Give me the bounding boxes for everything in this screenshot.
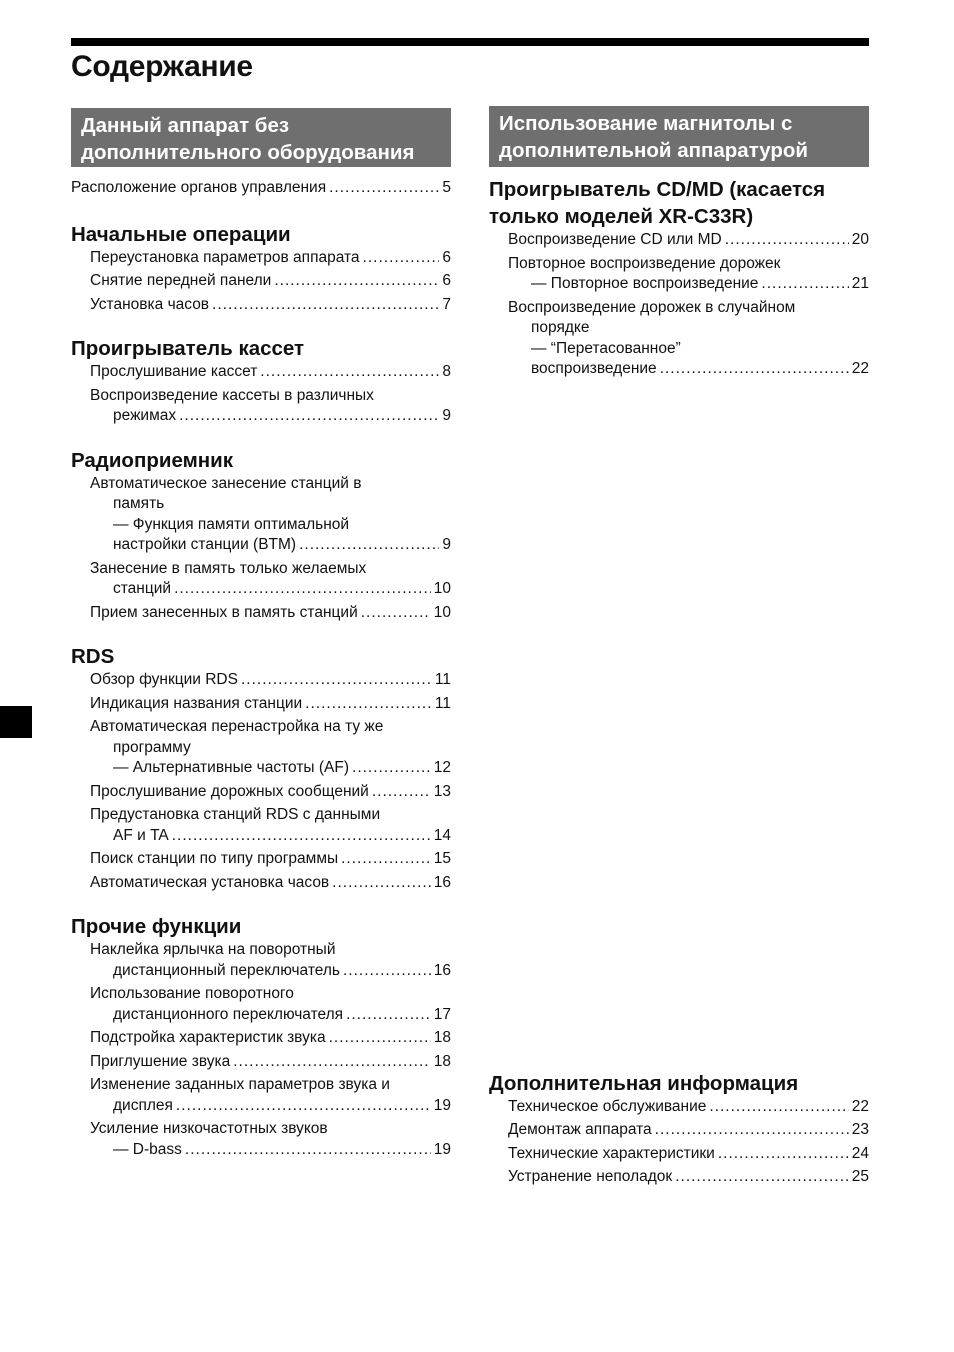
toc-entry-last-line [90, 961, 451, 982]
toc-entry[interactable] [90, 1028, 451, 1049]
toc-entry[interactable] [90, 248, 451, 269]
toc-page-number: 11 [434, 694, 451, 712]
toc-page-number: 19 [433, 1140, 451, 1158]
toc-page-number: 10 [433, 603, 451, 621]
toc-page-number: 10 [433, 580, 451, 597]
toc-entry-last-line [508, 230, 869, 251]
toc-list [71, 248, 451, 316]
page-title: Содержание [71, 50, 253, 83]
left-column-header [71, 108, 451, 167]
dot-leader [274, 271, 439, 292]
toc-page-number: 18 [433, 1029, 451, 1046]
section-title-line: Проигрыватель CD/MD (касается [489, 178, 826, 201]
toc-entry-text: Прием занесенных в память станций [90, 603, 358, 621]
toc-section [71, 221, 451, 316]
top-rule [71, 38, 869, 46]
section-title [71, 643, 451, 670]
toc-entry-line: — “Перетасованное” [531, 339, 681, 357]
toc-list [489, 1097, 869, 1188]
toc-page-number: 25 [851, 1168, 869, 1185]
dot-leader [372, 782, 431, 803]
dot-leader [709, 1097, 848, 1118]
section-title [71, 221, 451, 248]
toc-entry-line: Автоматическая перенастройка на ту же [90, 718, 384, 735]
dot-leader [363, 248, 440, 269]
toc-entry-text: Воспроизведение CD или MD [508, 231, 722, 248]
toc-section [489, 1070, 869, 1188]
toc-entry-last-line [90, 535, 451, 556]
toc-entry[interactable] [508, 230, 869, 251]
toc-entry[interactable] [508, 1097, 869, 1118]
toc-entry[interactable] [90, 1052, 451, 1073]
toc-entry-text: Устранение неполадок [508, 1168, 673, 1185]
dot-leader [329, 1028, 431, 1049]
toc-entry-last-line [90, 362, 451, 383]
section-title [71, 447, 451, 474]
section-title-line: RDS [71, 645, 115, 668]
dot-leader [655, 1120, 849, 1141]
toc-entry-last-line [90, 1005, 451, 1026]
toc-list [489, 230, 869, 380]
dot-leader [241, 670, 432, 691]
toc-entry-last-line [90, 603, 451, 624]
toc-entry-text: настройки станции (BTM) [113, 536, 297, 553]
toc-page-number: 18 [433, 1052, 451, 1070]
toc-entry-text: режимах [113, 407, 177, 424]
toc-page-number: 9 [442, 407, 451, 424]
toc-section [71, 913, 451, 1160]
left-header-line: дополнительного оборудования [81, 141, 415, 164]
toc-entry-last-line [90, 758, 451, 779]
section-title-line: Дополнительная информация [489, 1071, 799, 1095]
toc-entry[interactable] [90, 940, 451, 981]
toc-entry-line: Автоматическое занесение станций в [90, 474, 362, 492]
toc-entry-last-line [90, 670, 451, 691]
dot-leader [299, 535, 439, 556]
right-column-header [489, 106, 869, 167]
toc-list [71, 474, 451, 624]
toc-list [71, 362, 451, 427]
toc-entry-text: Расположение органов управления [71, 179, 327, 196]
toc-list [71, 940, 451, 1160]
dot-leader [660, 359, 849, 380]
toc-entry-last-line [90, 271, 451, 292]
toc-entry-controls-location[interactable] [71, 178, 451, 199]
toc-page-number: 19 [433, 1096, 451, 1114]
section-title-line: Начальные операции [71, 222, 291, 246]
toc-entry-text: Техническое обслуживание [508, 1097, 707, 1115]
toc-entry-last-line [90, 579, 451, 600]
dot-leader [212, 295, 439, 316]
section-title-line: Прочие функции [71, 915, 242, 938]
toc-page-number: 16 [433, 873, 451, 891]
section-title-line: только моделей XR-C33R) [489, 205, 754, 228]
dot-leader [346, 1005, 431, 1026]
toc-entry-line: Предустановка станций RDS с данными [90, 806, 381, 823]
toc-section [71, 335, 451, 427]
dot-leader [361, 603, 431, 624]
toc-entry-text: Обзор функции RDS [90, 671, 238, 688]
toc-entry-last-line [90, 782, 451, 803]
toc-entry-last-line [90, 248, 451, 269]
toc-entry-text: воспроизведение [531, 360, 657, 377]
section-title-line: Проигрыватель кассет [71, 337, 305, 360]
toc-entry[interactable] [90, 694, 451, 715]
toc-entry[interactable] [90, 717, 451, 779]
toc-entry-text: — Повторное воспроизведение [531, 275, 759, 292]
toc-entry[interactable] [90, 670, 451, 691]
toc-entry-text: Индикация названия станции [90, 694, 303, 712]
toc-entry-text: Автоматическая установка часов [90, 873, 330, 891]
toc-page-number: 9 [442, 536, 451, 553]
toc-entry-text: дистанционного переключателя [113, 1005, 344, 1023]
toc-entry-last-line [90, 406, 451, 427]
toc-entry[interactable] [90, 849, 451, 870]
toc-page-number: 8 [442, 363, 451, 380]
toc-entry-last-line [508, 1120, 869, 1141]
section-title [71, 913, 451, 940]
toc-entry[interactable] [90, 782, 451, 803]
right-column [489, 106, 869, 1191]
toc-entry-line: Занесение в память только желаемых [90, 559, 367, 577]
toc-entry-line: программу [113, 738, 191, 756]
toc-page-number: 20 [851, 231, 869, 248]
right-sections [489, 176, 869, 1188]
toc-entry-line: Воспроизведение кассеты в различных [90, 386, 374, 404]
toc-entry-last-line [508, 359, 869, 380]
toc-list [71, 670, 451, 893]
dot-leader [172, 826, 431, 847]
toc-entry-line: память [113, 495, 165, 512]
toc-entry[interactable] [90, 474, 451, 556]
toc-entry-line: порядке [531, 319, 590, 336]
toc-entry-text: AF и TA [113, 826, 169, 844]
dot-leader [675, 1167, 849, 1188]
dot-leader [343, 961, 431, 982]
toc-entry-text: — D-bass [113, 1140, 182, 1158]
toc-section [489, 176, 869, 380]
toc-entry[interactable] [90, 603, 451, 624]
right-header-line: дополнительной аппаратурой [499, 139, 809, 162]
toc-page-number: 7 [442, 295, 451, 313]
toc-entry-text: Снятие передней панели [90, 272, 272, 289]
toc-page-number: 13 [433, 782, 451, 800]
toc-entry-last-line [90, 1096, 451, 1117]
toc-page-number: 16 [433, 961, 451, 979]
toc-page-number: 6 [442, 272, 451, 289]
dot-leader [305, 694, 432, 715]
toc-entry-last-line [90, 849, 451, 870]
toc-page-number: 23 [851, 1121, 869, 1138]
toc-entry-text: — Альтернативные частоты (AF) [113, 759, 350, 776]
toc-entry-text: Технические характеристики [508, 1144, 715, 1162]
dot-leader [179, 406, 439, 427]
toc-page-number: 14 [433, 826, 451, 844]
section-title [489, 176, 869, 230]
toc-page-number: 11 [434, 671, 451, 688]
toc-entry-line: — Функция памяти оптимальной [113, 515, 350, 533]
dot-leader [233, 1052, 431, 1073]
dot-leader [761, 274, 848, 295]
toc-entry[interactable] [90, 984, 451, 1025]
dot-leader [725, 230, 849, 251]
dot-leader [332, 873, 431, 894]
toc-entry-last-line [508, 1097, 869, 1118]
toc-entry-last-line [90, 1028, 451, 1049]
section-title [71, 335, 451, 362]
toc-page-number: 17 [433, 1005, 451, 1023]
side-tab-marker [0, 706, 32, 738]
toc-entry-text: Переустановка параметров аппарата [90, 248, 360, 266]
toc-entry-text: Прослушивание кассет [90, 363, 258, 380]
dot-leader [176, 1096, 431, 1117]
toc-entry-last-line [508, 274, 869, 295]
dot-leader [341, 849, 431, 870]
toc-page-number: 5 [442, 179, 451, 196]
right-header-line: Использование магнитолы с [499, 112, 793, 135]
toc-entry[interactable] [90, 1075, 451, 1116]
section-title-line: Радиоприемник [71, 448, 233, 472]
toc-entry-line: Усиление низкочастотных звуков [90, 1120, 328, 1137]
dot-leader [718, 1144, 849, 1165]
toc-page-number: 22 [851, 1097, 869, 1115]
section-title [489, 1070, 869, 1097]
toc-page-number: 6 [442, 248, 451, 266]
toc-section [71, 447, 451, 624]
toc-entry-last-line [90, 694, 451, 715]
toc-entry[interactable] [90, 295, 451, 316]
toc-entry-last-line [90, 1052, 451, 1073]
toc-entry-line: Воспроизведение дорожек в случайном [508, 298, 796, 316]
toc-entry-text: Прослушивание дорожных сообщений [90, 782, 369, 800]
left-sections [71, 221, 451, 1161]
toc-entry[interactable] [90, 362, 451, 383]
toc-entry[interactable] [90, 271, 451, 292]
toc-section [71, 643, 451, 893]
toc-entry-last-line [90, 873, 451, 894]
toc-entry-line: Изменение заданных параметров звука и [90, 1076, 390, 1093]
toc-page-number: 12 [433, 759, 451, 776]
toc-entry-line: Наклейка ярлычка на поворотный [90, 941, 336, 958]
toc-entry[interactable] [90, 873, 451, 894]
toc-entry-text: станций [113, 580, 172, 597]
toc-entry-text: Установка часов [90, 295, 210, 313]
toc-entry[interactable] [508, 254, 869, 295]
toc-entry-text: дистанционный переключатель [113, 961, 340, 979]
dot-leader [329, 178, 439, 199]
toc-entry[interactable] [508, 298, 869, 380]
toc-entry-text: дисплея [113, 1096, 173, 1114]
dot-leader [260, 362, 439, 383]
toc-entry[interactable] [508, 1120, 869, 1141]
toc-entry-text: Поиск станции по типу программы [90, 850, 339, 867]
toc-page-number: 21 [851, 275, 869, 292]
toc-entry[interactable] [90, 805, 451, 846]
toc-entry[interactable] [508, 1167, 869, 1188]
toc-entry[interactable] [508, 1144, 869, 1165]
toc-entry-text: Подстройка характеристик звука [90, 1029, 326, 1046]
left-header-line: Данный аппарат без [81, 114, 290, 137]
dot-leader [352, 758, 431, 779]
dot-leader [185, 1140, 431, 1161]
toc-entry-last-line [508, 1167, 869, 1188]
toc-entry-last-line [90, 826, 451, 847]
toc-entry-text: Демонтаж аппарата [508, 1121, 652, 1138]
toc-entry-last-line [508, 1144, 869, 1165]
toc-page-number: 22 [851, 360, 869, 377]
toc-entry-last-line [90, 1140, 451, 1161]
toc-page-number: 15 [433, 850, 451, 867]
left-column [71, 108, 451, 1163]
toc-entry-last-line [90, 295, 451, 316]
toc-entry-line: Повторное воспроизведение дорожек [508, 254, 781, 272]
toc-entry[interactable] [90, 1119, 451, 1160]
dot-leader [174, 579, 431, 600]
toc-entry[interactable] [90, 386, 451, 427]
toc-entry-line: Использование поворотного [90, 985, 294, 1002]
toc-entry[interactable] [90, 559, 451, 600]
toc-entry-text: Приглушение звука [90, 1052, 231, 1070]
toc-page-number: 24 [851, 1144, 869, 1162]
